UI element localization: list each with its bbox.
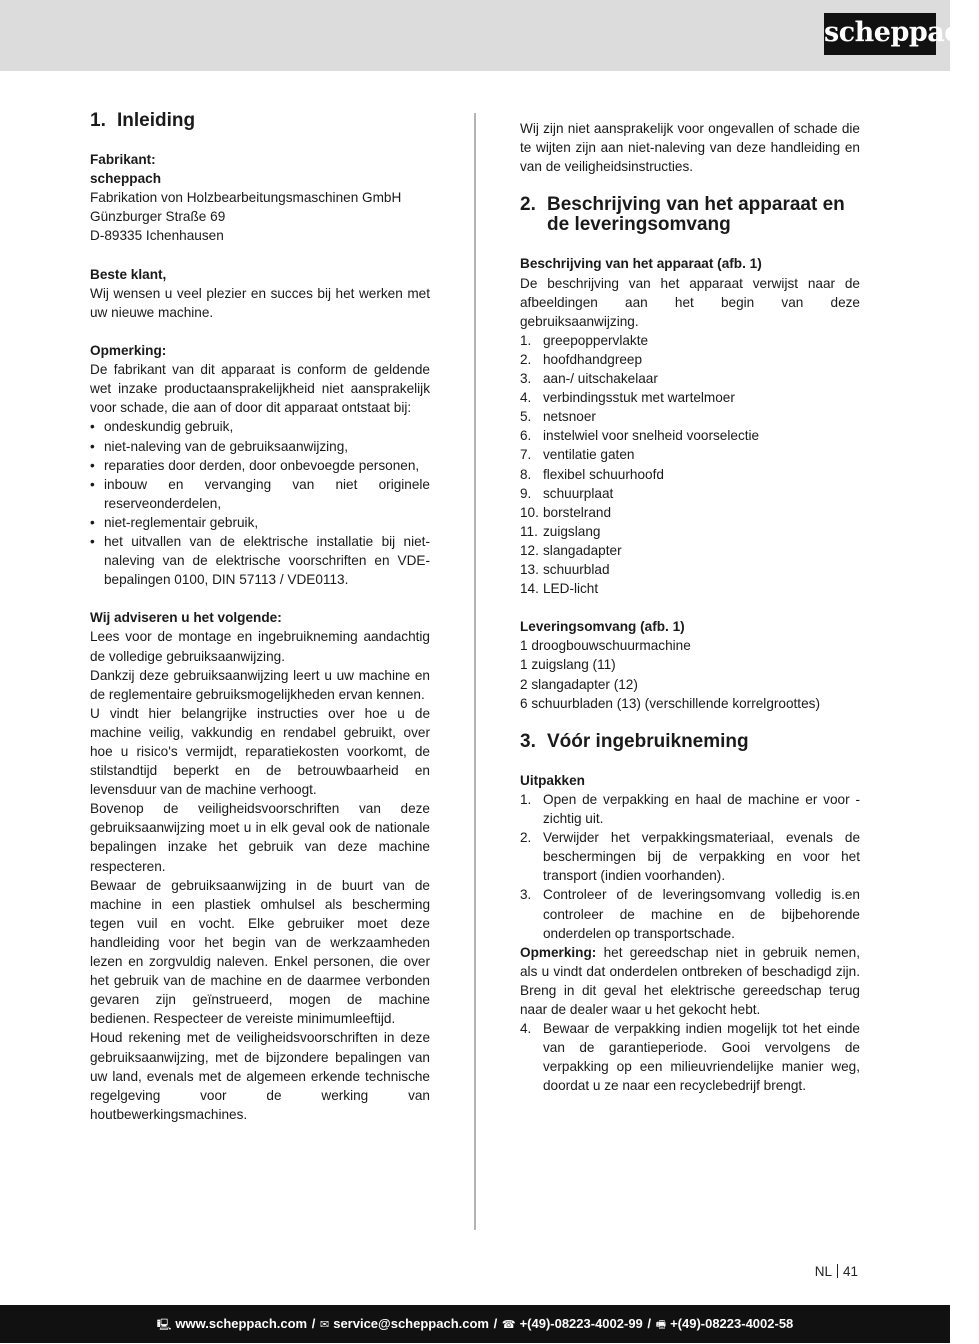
part-item [520,388,860,407]
part-number: 5. [520,409,532,425]
section-title: Beschrijving van het apparaat en de leveringsomvang [547,194,845,236]
section-1-heading [90,111,430,131]
maker-label: Fabrikant: [90,152,156,168]
part-number: 3. [520,371,532,387]
column-divider [474,113,476,1230]
part-name: schuurblad [543,561,610,577]
greeting-text: Wij wensen u veel plezier en succes bij het werken met uw nieuwe machine. [90,285,430,320]
section-2-heading [520,195,860,235]
unpack-note [520,943,860,1019]
footer-separator: / [647,1316,652,1331]
advice-label: Wij adviseren u het volgende: [90,610,282,626]
advice-paragraph: Lees voor de montage en ingebruikneming aandachtig de volledige gebruiksaanwijzing. [90,629,430,664]
bullet-text: inbouw en vervanging van niet originele reserveonderdelen, [104,476,430,511]
bullet-item [90,513,430,532]
part-name: slangadapter [543,542,622,558]
bullet-item [90,456,430,475]
part-item [520,426,860,445]
bullet-text: ondeskundig gebruik, [104,419,234,435]
part-name: netsnoer [543,409,596,425]
bullet-text: niet-reglementair gebruik, [104,514,259,530]
bullet-mark: • [90,533,95,549]
step-number: 4. [520,1021,532,1037]
scope-item: 1 zuigslang (11) [520,657,616,673]
scope-label: Leveringsomvang (afb. 1) [520,619,685,635]
section-3-heading [520,732,860,752]
footer-phone: +(49)-08223-4002-99 [519,1316,643,1331]
part-number: 12. [520,542,539,558]
footer-separator: / [493,1316,498,1331]
envelope-icon: ✉ [320,1318,330,1331]
bullet-mark: • [90,419,95,435]
footer-email: service@scheppach.com [333,1316,489,1331]
bullet-item [90,532,430,589]
part-name: ventilatie gaten [543,447,635,463]
part-number: 8. [520,466,532,482]
part-number: 4. [520,390,532,406]
bullet-mark: • [90,476,95,492]
part-item [520,407,860,426]
step-text: Controleer of de leveringsomvang volledig is.en controleer de machine en de bijbehorende onderdelen op transportschade. [543,887,860,941]
part-item [520,579,860,598]
note-label: Opmerking: [520,944,597,960]
computer-icon: 🖳 [156,1318,172,1331]
part-name: borstelrand [543,504,612,520]
phone-icon: ☎ [501,1318,516,1331]
left-column [90,111,430,1124]
step-number: 1. [520,792,532,807]
step-item [520,1019,860,1095]
page-number-separator [837,1264,838,1278]
footer-fax: +(49)-08223-4002-58 [670,1316,794,1331]
part-number: 1. [520,332,532,348]
part-item [520,484,860,503]
step-text: Bewaar de verpakking indien mogelijk tot het einde van de garantieperiode. Gooi vervolgens de verpakking op een milieuvriendelijke manier weg, doordat u ze naar een recyclebedrijf brengt. [543,1021,860,1094]
liability-text: Wij zijn niet aansprakelijk voor ongevallen of schade die te wijten zijn aan niet-naleving van deze handleiding en van de veiligheidsinstructies. [520,121,860,175]
part-number: 9. [520,485,532,501]
footer-website: www.scheppach.com [175,1316,308,1331]
step-text: Verwijder het verpakkingsmateriaal, evenals de beschermingen bij de verpakking en voor het transport (indien voorhanden). [543,830,860,884]
scope-item: 2 slangadapter (12) [520,676,638,692]
bullet-item [90,437,430,456]
part-name: verbindingsstuk met wartelmoer [543,390,735,406]
section-title: Inleiding [117,110,196,131]
bullet-text: niet-naleving van de gebruiksaanwijzing, [104,438,349,454]
advice-paragraph: Bewaar de gebruiksaanwijzing in de buurt van de machine in een plastiek omhulsel als bescherming tegen vuil en vocht. Elke gebruiker moet deze handleiding voor het begin van de werkzaamheden lezen en zorgvuldig naleven. Enkel personen, die over het gebruik van de machine en de daarmee verbonden gevaren zijn geïnstrueerd, mogen de machine bedienen. Respecteer de vereiste minimumleeftijd. [90,877,430,1027]
language-code: NL [814,1264,832,1279]
maker-line: Fabrikation von Holzbearbeitungsmaschinen GmbH [90,190,402,206]
advice-paragraph: Houd rekening met de veiligheidsvoorschriften in deze gebruiksaanwijzing, met de bijzondere bepalingen van uw land, evenals met de algemeen erkende technische regelgeving voor de werking van houtbewerkingsmachines. [90,1030,430,1122]
part-item [520,560,860,579]
description-label: Beschrijving van het apparaat (afb. 1) [520,256,762,272]
right-column [520,119,860,1096]
step-text: Open de verpakking en haal de machine er voor - zichtig uit. [543,792,860,827]
part-number: 10. [520,504,539,520]
bullet-item [90,417,430,436]
unpack-label: Uitpakken [520,772,585,788]
part-item [520,350,860,369]
description-text: De beschrijving van het apparaat verwijst naar de afbeeldingen aan het begin van deze gebruiksaanwijzing. [520,275,860,329]
part-item [520,522,860,541]
note-text: het gereedschap niet in gebruik nemen, als u vindt dat onderdelen ontbreken of beschadigd zijn. Breng in dit geval het elektrische gereedschap terug naar de dealer waar u het gekocht hebt. [520,944,860,1018]
part-name: flexibel schuurhoofd [543,466,664,482]
section-number: 3. [520,730,536,752]
part-name: greepoppervlakte [543,332,649,348]
bullet-mark: • [90,457,95,473]
part-name: aan-/ uitschakelaar [543,371,658,387]
bullet-text: reparaties door derden, door onbevoegde personen, [104,457,420,473]
scope-item: 1 droogbouwschuurmachine [520,638,691,654]
scope-item: 6 schuurbladen (13) (verschillende korrelgroottes) [520,695,820,711]
note-label: Opmerking: [90,343,167,359]
footer-separator: / [311,1316,316,1331]
section-number: 1. [90,110,106,131]
step-item [520,790,860,828]
part-item [520,503,860,522]
page-number [815,1264,858,1279]
part-name: hoofdhandgreep [543,351,643,367]
maker-name: scheppach [90,171,162,187]
part-item [520,541,860,560]
step-item [520,885,860,942]
scheppach-logo: scheppach [824,13,936,55]
note-text: De fabrikant van dit apparaat is conform de geldende wet inzake productaansprakelijkheid niet aansprakelijk voor schade, die aan of door dit apparaat ontstaat bij: [90,362,430,416]
part-item [520,445,860,464]
fax-icon: 🖷 [655,1318,667,1331]
advice-paragraph: Dankzij deze gebruiksaanwijzing leert u uw machine en de reglementaire gebruiksmogelijkheden ervan kennen. [90,667,430,702]
section-title: Vóór ingebruikneming [547,730,749,752]
part-name: instelwiel voor snelheid voorselectie [543,428,760,444]
advice-paragraph: Bovenop de veiligheidsvoorschriften van deze gebruiksaanwijzing moet u in elk geval ook de nationale bepalingen inzake het gebruik van deze machine respecteren. [90,801,430,874]
part-number: 11. [520,523,538,539]
part-number: 14. [520,581,539,597]
part-item [520,465,860,484]
part-number: 13. [520,561,539,577]
part-item [520,331,860,350]
part-number: 7. [520,447,532,463]
step-item [520,828,860,885]
part-item [520,369,860,388]
bullet-item [90,475,430,513]
greeting-label: Beste klant, [90,266,167,282]
step-number: 2. [520,830,532,846]
advice-paragraph: U vindt hier belangrijke instructies over hoe u de machine veilig, vakkundig en rendabel gebruikt, over hoe u risico's vermijdt, reparatiekosten voorkomt, de stilstandtijd beperkt en de betrouwbaarheid en levensduur van de machine verhoogt. [90,705,430,798]
bullet-mark: • [90,514,95,530]
header-band [0,0,950,71]
step-number: 3. [520,887,532,903]
page-num: 41 [842,1264,858,1279]
part-number: 2. [520,351,532,367]
bullet-mark: • [90,438,95,454]
bullet-text: het uitvallen van de elektrische installatie bij niet-naleving van de elektrische voorschriften en VDE-bepalingen 0100, DIN 57113 / VDE0113. [104,533,430,588]
part-name: LED-licht [543,581,599,597]
maker-line: D-89335 Ichenhausen [90,228,224,244]
part-name: zuigslang [543,523,601,539]
maker-line: Günzburger Straße 69 [90,209,226,225]
footer-contact-bar [0,1305,950,1343]
part-name: schuurplaat [543,485,614,501]
part-number: 6. [520,428,532,444]
section-number: 2. [520,194,536,216]
